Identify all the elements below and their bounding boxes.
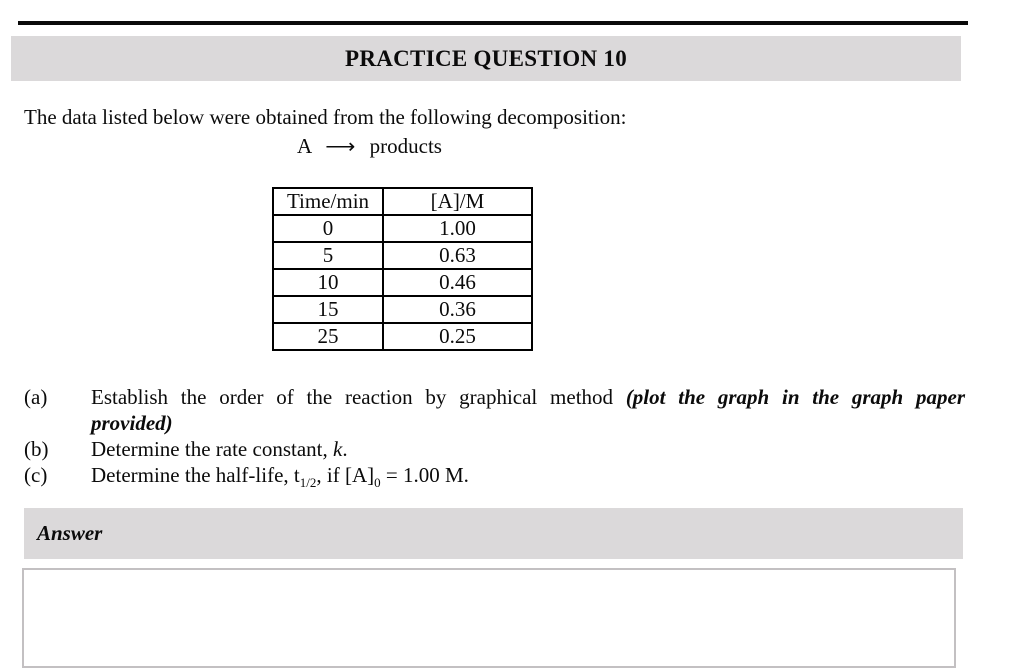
table-row: [273, 323, 532, 350]
table-cell-concentration: 0.63: [383, 242, 532, 269]
question-c-text-part1: Determine the half-life, t: [91, 463, 300, 487]
question-c-text-part3: = 1.00 M.: [380, 463, 469, 487]
table-cell-time: 5: [273, 242, 383, 269]
question-b-variable: k: [332, 437, 343, 461]
question-c-text-part2: , if [A]: [316, 463, 375, 487]
right-arrow-icon: ⟶: [325, 134, 356, 158]
question-a-line1: [91, 384, 965, 410]
question-c-label: (c): [24, 463, 48, 487]
page-title: PRACTICE QUESTION 10: [344, 45, 628, 71]
table-row: [273, 269, 532, 296]
question-b-text: [91, 436, 965, 462]
question-a: [24, 384, 965, 436]
table-cell-time: 15: [273, 296, 383, 323]
table-cell-concentration: 0.25: [383, 323, 532, 350]
question-c: [24, 462, 965, 491]
question-a-label: (a): [24, 385, 48, 409]
question-b: [24, 436, 965, 462]
table-header-time: Time/min: [273, 188, 383, 215]
table-row: [273, 215, 532, 242]
reaction-reactant: A: [297, 134, 312, 158]
question-a-emphasis-line2: provided): [91, 411, 173, 435]
table-cell-time: 10: [273, 269, 383, 296]
question-b-suffix: .: [342, 437, 348, 461]
question-c-subscript-zero: 0: [374, 475, 381, 491]
table-header-concentration: [A]/M: [383, 188, 532, 215]
question-c-text: [91, 462, 965, 491]
data-table: [272, 187, 533, 351]
answer-box: [22, 568, 956, 668]
table-cell-concentration: 0.36: [383, 296, 532, 323]
table-cell-time: 0: [273, 215, 383, 242]
table-row: [273, 242, 532, 269]
reaction-product: products: [369, 134, 442, 158]
question-b-label: (b): [24, 437, 49, 461]
top-rule: [18, 21, 968, 25]
table-header-row: [273, 188, 532, 215]
title-banner: [11, 36, 961, 81]
question-b-text-main: Determine the rate constant,: [91, 437, 333, 461]
intro-text: The data listed below were obtained from the following decomposition:: [24, 105, 627, 129]
answer-label: Answer: [37, 521, 103, 545]
reaction-equation: [297, 134, 442, 159]
question-a-emphasis-line1: (plot the graph in the graph paper: [625, 385, 965, 409]
answer-banner: [24, 508, 963, 559]
questions-list: [24, 384, 965, 491]
table-cell-concentration: 1.00: [383, 215, 532, 242]
table-cell-concentration: 0.46: [383, 269, 532, 296]
table-row: [273, 296, 532, 323]
question-c-subscript-half: 1/2: [299, 475, 317, 491]
question-a-text: Establish the order of the reaction by graphical method: [91, 385, 614, 409]
table-cell-time: 25: [273, 323, 383, 350]
